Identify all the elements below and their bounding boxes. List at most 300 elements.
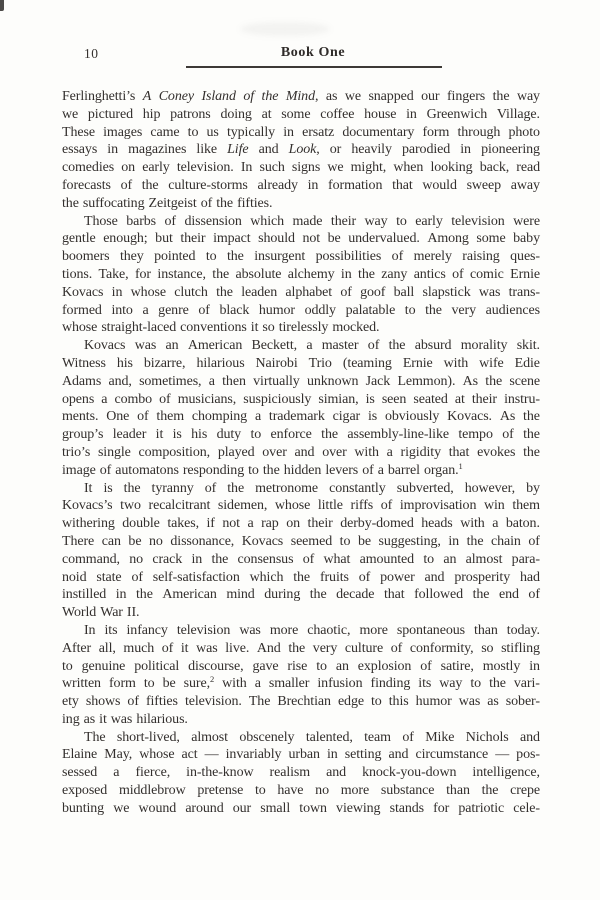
word: so <box>262 320 275 336</box>
word: signs <box>291 160 321 176</box>
text-line <box>62 676 540 694</box>
word: exposed <box>62 783 108 799</box>
word: their <box>307 516 333 532</box>
word: raising <box>462 249 500 265</box>
word: automatons <box>115 462 179 478</box>
word: cigar <box>332 409 361 425</box>
scan-smudge-artifact <box>240 22 330 36</box>
word: sessed <box>62 765 98 781</box>
word: and <box>258 142 279 158</box>
word: Beckett, <box>251 338 298 354</box>
word: their <box>180 231 206 247</box>
word: whose <box>62 320 98 336</box>
word: the <box>388 338 406 354</box>
word: to <box>248 462 259 478</box>
word: sweep <box>466 177 502 193</box>
word: merely <box>413 249 452 265</box>
word: a <box>208 373 215 389</box>
word: or <box>329 142 342 158</box>
word: bizarre, <box>143 355 186 371</box>
word: an <box>443 551 457 567</box>
word: was <box>196 640 218 656</box>
word: baton. <box>505 516 540 532</box>
word: by <box>526 480 540 496</box>
word: dissonance, <box>170 533 235 549</box>
word: our <box>421 89 440 104</box>
word: invariably <box>225 747 282 763</box>
header-rule <box>186 66 442 68</box>
word: of <box>420 658 432 674</box>
word: Life <box>227 142 249 158</box>
word: It <box>84 480 93 496</box>
word: but <box>155 231 173 247</box>
text-line <box>62 801 540 819</box>
word: pos- <box>516 747 540 763</box>
word: skit. <box>516 338 540 354</box>
word: the <box>136 587 153 603</box>
word: be <box>162 676 176 692</box>
word: them <box>512 498 540 514</box>
word: heads <box>421 516 453 532</box>
word: sure,$^2$ <box>183 674 215 692</box>
word: Lemmon). <box>397 373 456 389</box>
word: rigidity <box>400 444 441 460</box>
word: an <box>165 338 179 354</box>
word: suffocating <box>82 195 145 211</box>
word: One <box>106 409 130 425</box>
word: Kovacs. <box>447 409 492 425</box>
word: which <box>250 213 285 229</box>
word: Island <box>201 89 236 104</box>
word: scene <box>509 373 540 389</box>
word: takes, <box>167 516 199 532</box>
word: instilled <box>62 587 107 603</box>
word: form <box>422 124 450 140</box>
word: sober- <box>505 694 540 710</box>
word: responding <box>182 462 245 478</box>
word: withering <box>62 516 115 532</box>
word: for <box>134 266 151 282</box>
word: Zeitgeist <box>148 195 197 211</box>
word: boomers <box>62 249 110 265</box>
text-line <box>62 641 540 659</box>
word: American <box>162 587 217 603</box>
word: a <box>113 765 120 781</box>
word: the <box>216 284 233 300</box>
word: instru- <box>504 391 540 407</box>
word: his <box>191 427 208 443</box>
word: coffee <box>320 106 355 122</box>
word: however, <box>464 480 516 496</box>
text-line <box>62 107 540 125</box>
word: a <box>377 462 384 478</box>
word: War <box>100 605 123 621</box>
word: was <box>110 711 133 727</box>
text-line <box>62 694 540 712</box>
word: made <box>292 213 323 229</box>
word: to <box>371 694 382 710</box>
word: the <box>523 409 540 425</box>
word: II. <box>126 605 140 621</box>
word: that <box>383 587 405 603</box>
word: which <box>249 569 284 585</box>
word: rise <box>287 658 308 674</box>
word: Brechtian <box>277 694 331 710</box>
word: combo <box>114 391 153 407</box>
word: command, <box>62 551 120 567</box>
word: over <box>322 444 347 460</box>
word: zany <box>381 266 408 282</box>
word: suggesting, <box>378 533 441 549</box>
word: of <box>502 427 514 443</box>
word: in <box>107 142 118 158</box>
word: Mind, <box>285 89 319 104</box>
word: have <box>277 783 304 799</box>
word: television. <box>176 160 234 176</box>
word: back, <box>479 160 510 176</box>
word: of <box>159 391 171 407</box>
word: essays <box>62 142 98 158</box>
word: The <box>248 694 271 710</box>
word: of <box>340 284 352 300</box>
word: wife <box>479 355 504 371</box>
word: prosperity <box>454 569 511 585</box>
word: that <box>392 177 413 193</box>
word: the <box>212 266 230 282</box>
word: some <box>476 231 506 247</box>
word: pointed <box>154 249 196 265</box>
word: musicians, <box>177 391 237 407</box>
scan-corner-artifact <box>0 0 4 11</box>
word: state <box>96 569 122 585</box>
word: unknown <box>306 373 359 389</box>
word: hip <box>142 106 161 122</box>
word: intelligence, <box>472 765 540 781</box>
word: for <box>433 800 450 816</box>
word: end <box>498 587 519 603</box>
word: Nichols <box>465 729 509 745</box>
text-line <box>62 89 540 107</box>
word: insurgent <box>254 249 306 265</box>
word: be <box>128 533 142 549</box>
word: alchemy <box>287 266 335 282</box>
word: conventions <box>180 320 247 336</box>
word: goof <box>360 284 386 300</box>
word: snapped <box>368 89 414 104</box>
word: very <box>451 302 477 318</box>
word: tirelessly <box>278 320 329 336</box>
word: discourse, <box>188 658 244 674</box>
word: away <box>510 177 540 193</box>
word: to <box>339 533 351 549</box>
word: doing <box>220 106 252 122</box>
word: so <box>481 640 494 656</box>
word: came <box>150 124 180 140</box>
word: absurd <box>414 338 452 354</box>
word: to <box>404 302 416 318</box>
paragraph <box>62 730 540 819</box>
word: chaotic, <box>307 622 351 638</box>
word: in <box>191 551 203 567</box>
word: as <box>487 694 499 710</box>
word: television <box>451 213 505 229</box>
word: mind <box>226 587 255 603</box>
word: fierce, <box>135 765 171 781</box>
word: In <box>240 160 253 176</box>
word: of <box>402 729 414 745</box>
word: evokes <box>477 444 516 460</box>
word: the <box>523 427 540 443</box>
word: to <box>250 427 262 443</box>
word: of <box>358 569 371 585</box>
word: ball <box>393 284 415 300</box>
word: more <box>359 622 388 638</box>
word: hidden <box>283 462 322 478</box>
word: we <box>62 106 79 122</box>
word: a <box>247 516 254 532</box>
word: Jack <box>365 373 391 389</box>
word: Kovacs <box>62 284 104 300</box>
word: sometimes, <box>139 373 202 389</box>
word: single <box>97 444 131 460</box>
word: para- <box>511 551 540 567</box>
word: whose <box>274 498 311 514</box>
word: house <box>364 106 397 122</box>
word: were <box>513 213 540 229</box>
word: audiences <box>485 302 540 318</box>
word: the <box>293 569 311 585</box>
word: already <box>257 177 298 193</box>
word: act <box>181 747 198 763</box>
text-line <box>62 552 540 570</box>
word: As <box>462 373 478 389</box>
word: way <box>516 89 540 104</box>
word: of <box>367 338 380 354</box>
word: more <box>269 622 299 638</box>
word: the <box>227 480 245 496</box>
word: much <box>123 640 155 656</box>
text-line <box>62 285 540 303</box>
word: the <box>485 373 503 389</box>
word: chain <box>491 533 521 549</box>
word: magazines <box>128 142 187 158</box>
word: typically <box>226 124 276 140</box>
word: formation <box>328 177 383 193</box>
word: whose <box>130 284 166 300</box>
word: early <box>142 160 170 176</box>
word: our <box>232 800 252 816</box>
word: obscenely <box>239 729 295 745</box>
word: of <box>528 533 540 549</box>
word: way <box>364 213 388 229</box>
word: of <box>528 587 540 603</box>
word: After <box>62 640 92 656</box>
word: at <box>261 106 272 122</box>
word: Mike <box>425 729 455 745</box>
text-line <box>62 356 540 374</box>
text-line <box>62 320 540 338</box>
word: as <box>325 89 338 104</box>
word: the <box>226 249 244 265</box>
text-line <box>62 427 540 445</box>
word: through <box>457 124 501 140</box>
word: of <box>204 480 217 496</box>
word: power <box>380 569 415 585</box>
text-line <box>62 605 540 623</box>
word: can <box>101 533 121 549</box>
word: then <box>222 373 246 389</box>
word: of <box>164 213 176 229</box>
word: patriotic <box>458 800 505 816</box>
text-line <box>62 712 540 730</box>
word: The <box>84 729 106 745</box>
word: not <box>222 516 240 532</box>
word: way <box>439 676 463 692</box>
word: heavily <box>351 142 392 158</box>
word: the <box>262 462 280 478</box>
word: tyranny <box>151 480 194 496</box>
word: — <box>204 747 219 763</box>
word: all, <box>98 640 116 656</box>
word: of <box>390 640 403 656</box>
word: and <box>520 729 540 745</box>
text-line <box>62 623 540 641</box>
text-line <box>62 765 540 783</box>
word: the <box>489 676 506 692</box>
word: is <box>367 409 378 425</box>
word: Coney <box>158 89 194 104</box>
word: — <box>495 747 510 763</box>
word: the <box>216 195 234 211</box>
word: rap <box>261 516 279 532</box>
word: in <box>406 106 417 122</box>
word: amounted <box>359 551 415 567</box>
word: in <box>448 533 460 549</box>
word: infancy <box>126 622 168 638</box>
text-line <box>62 498 540 516</box>
word: the <box>261 89 279 104</box>
word: almost <box>465 551 503 567</box>
word: than <box>446 783 470 799</box>
word: to <box>470 676 482 692</box>
word: In <box>84 622 96 638</box>
word: wound <box>138 800 177 816</box>
word: barbs <box>126 213 157 229</box>
word: and <box>326 765 347 781</box>
word: on <box>121 160 136 176</box>
word: to <box>143 676 155 692</box>
word: possibilities <box>315 249 382 265</box>
word: we <box>327 160 344 176</box>
word: These <box>62 124 95 140</box>
word: dissension <box>184 213 242 229</box>
word: vari- <box>513 676 540 692</box>
word: in <box>115 587 127 603</box>
word: team <box>364 729 391 745</box>
word: be <box>327 231 341 247</box>
word: a <box>306 338 313 354</box>
word: subverted, <box>396 480 454 496</box>
word: at <box>454 391 465 407</box>
word: of <box>99 462 112 478</box>
word: A <box>142 89 152 104</box>
word: of <box>161 640 174 656</box>
word: a <box>101 391 108 407</box>
word: it <box>180 640 189 656</box>
word: and <box>388 747 409 763</box>
word: setting <box>344 747 382 763</box>
word: might, <box>350 160 387 176</box>
word: organ.$^1$ <box>423 460 463 478</box>
word: of <box>137 409 149 425</box>
word: is <box>172 427 182 443</box>
word: palatable <box>345 302 396 318</box>
word: mocked. <box>332 320 380 336</box>
word: a <box>254 409 262 425</box>
text-line <box>62 481 540 499</box>
word: of <box>362 462 374 478</box>
word: we <box>344 89 361 104</box>
word: derby-domed <box>340 516 414 532</box>
word: seemed <box>290 533 333 549</box>
word: it <box>99 711 107 727</box>
word: no <box>129 551 144 567</box>
word: ments. <box>62 409 99 425</box>
word: comic <box>470 266 504 282</box>
word: straight-laced <box>101 320 177 336</box>
word: patrons <box>170 106 211 122</box>
word: the <box>523 444 540 460</box>
word: urban <box>288 747 320 763</box>
word: on <box>286 516 301 532</box>
word: (teaming <box>342 355 392 371</box>
word: was <box>458 694 481 710</box>
word: trio’s <box>62 444 91 460</box>
text-line <box>62 338 540 356</box>
word: As <box>499 409 516 425</box>
word: with <box>443 355 469 371</box>
word: ety <box>62 694 79 710</box>
word: this <box>388 694 409 710</box>
word: fingers <box>446 89 486 104</box>
word: the <box>425 302 442 318</box>
word: not <box>302 231 321 247</box>
text-line <box>62 747 540 765</box>
word: Ernie <box>510 266 540 282</box>
word: a <box>492 516 499 532</box>
word: absolute <box>235 266 282 282</box>
word: knock-you-down <box>362 765 457 781</box>
word: in <box>111 284 123 300</box>
text-line <box>62 445 540 463</box>
text-line <box>62 196 540 214</box>
word: alphabet <box>285 284 333 300</box>
word: with <box>460 516 485 532</box>
word: and <box>294 444 315 460</box>
word: stands <box>389 800 425 816</box>
word: when <box>393 160 424 176</box>
word: Among <box>427 231 469 247</box>
word: should <box>258 231 295 247</box>
word: genuine <box>81 658 126 674</box>
word: with <box>222 676 247 692</box>
word: documentary <box>342 124 415 140</box>
word: the <box>472 587 490 603</box>
word: of <box>200 195 213 211</box>
word: town <box>299 800 327 816</box>
word: the <box>492 89 510 104</box>
paragraph <box>62 623 540 730</box>
